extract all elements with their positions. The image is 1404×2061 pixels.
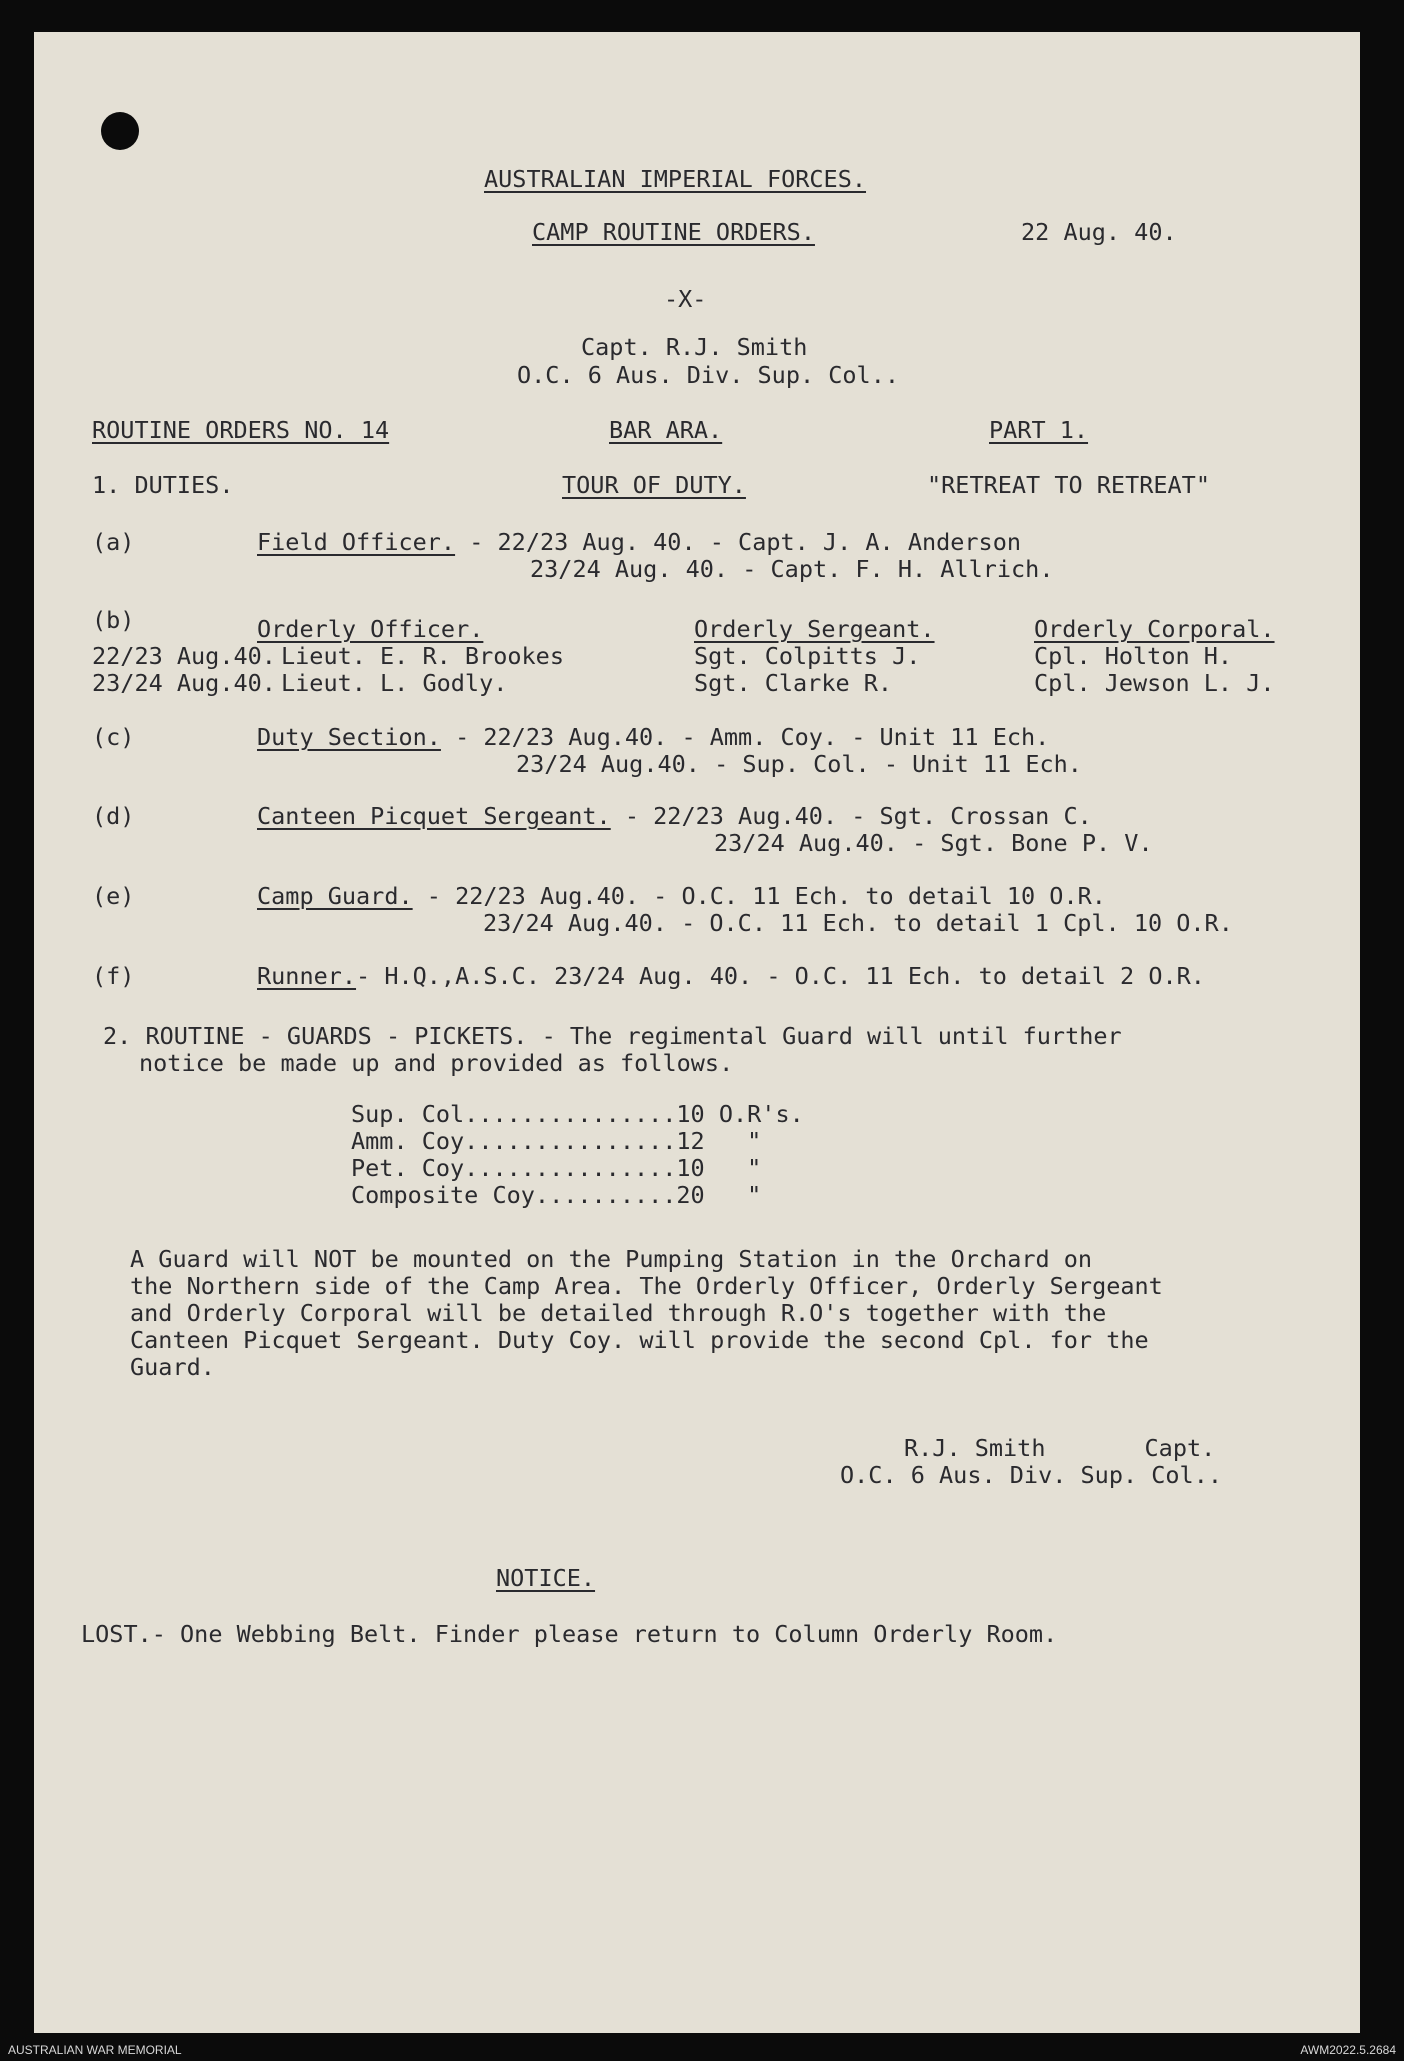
item-e-line-2: 23/24 Aug.40. - O.C. 11 Ech. to detail 1 Cpl. 10 O.R. <box>483 909 1233 937</box>
orderly-row-officer: Lieut. L. Godly. <box>281 669 508 697</box>
item-c-line-2: 23/24 Aug.40. - Sup. Col. - Unit 11 Ech. <box>516 750 1082 778</box>
orderly-row-officer: Lieut. E. R. Brookes <box>281 642 564 670</box>
item-e-title: Camp Guard. <box>257 882 413 910</box>
document-date: 22 Aug. 40. <box>1021 218 1177 246</box>
punch-hole <box>101 112 139 150</box>
item-e-label: (e) <box>92 882 135 910</box>
section-2-line-2: notice be made up and provided as follows. <box>139 1049 734 1077</box>
document-title: CAMP ROUTINE ORDERS. <box>532 218 815 246</box>
orderly-corporal-header: Orderly Corporal. <box>1034 615 1275 643</box>
item-a-line-1 <box>257 528 1021 556</box>
item-a-label: (a) <box>92 528 135 556</box>
orderly-officer-header: Orderly Officer. <box>257 615 484 643</box>
orderly-row-sergeant: Sgt. Colpitts J. <box>694 642 921 670</box>
orderly-row-corporal: Cpl. Jewson L. J. <box>1034 669 1275 697</box>
guard-paragraph-line: and Orderly Corporal will be detailed through R.O's together with the <box>130 1299 1107 1327</box>
item-d-line-1 <box>257 802 1092 830</box>
guard-table-row: Amm. Coy...............12 " <box>351 1127 762 1155</box>
item-d-detail: - 22/23 Aug.40. - Sgt. Crossan C. <box>610 802 1092 830</box>
guard-paragraph-line: the Northern side of the Camp Area. The Orderly Officer, Orderly Sergeant <box>130 1272 1163 1300</box>
tour-of-duty-heading: TOUR OF DUTY. <box>562 471 746 499</box>
guard-paragraph-line: Guard. <box>130 1353 215 1381</box>
item-c-detail: - 22/23 Aug.40. - Amm. Coy. - Unit 11 Ech. <box>440 723 1050 751</box>
item-d-title: Canteen Picquet Sergeant. <box>257 802 611 830</box>
duty-period: "RETREAT TO RETREAT" <box>927 471 1210 499</box>
item-a-line-2: 23/24 Aug. 40. - Capt. F. H. Allrich. <box>530 555 1054 583</box>
item-d-label: (d) <box>92 802 135 830</box>
item-c-line-1 <box>257 723 1049 751</box>
item-f-detail: - H.Q.,A.S.C. 23/24 Aug. 40. - O.C. 11 Ech. to detail 2 O.R. <box>356 962 1205 990</box>
signature-name: R.J. Smith Capt. <box>904 1434 1216 1462</box>
duties-heading: 1. DUTIES. <box>92 471 234 499</box>
notice-text: LOST.- One Webbing Belt. Finder please return to Column Orderly Room. <box>81 1620 1058 1648</box>
document-page <box>34 32 1360 2033</box>
issuer-name: Capt. R.J. Smith <box>581 333 808 361</box>
section-2-line-1: 2. ROUTINE - GUARDS - PICKETS. - The regimental Guard will until further <box>103 1022 1122 1050</box>
by-marker: -X- <box>664 285 707 313</box>
guard-table-row: Pet. Coy...............10 " <box>351 1154 762 1182</box>
guard-table-row: Composite Coy..........20 " <box>351 1181 762 1209</box>
order-location: BAR ARA. <box>609 416 723 444</box>
archive-reference: AWM2022.5.2684 <box>1300 2043 1396 2057</box>
item-c-title: Duty Section. <box>257 723 441 751</box>
orderly-row-sergeant: Sgt. Clarke R. <box>694 669 893 697</box>
routine-order-number: ROUTINE ORDERS NO. 14 <box>92 416 390 444</box>
orderly-row-date: 22/23 Aug.40. <box>92 642 276 670</box>
guard-paragraph-line: A Guard will NOT be mounted on the Pumping Station in the Orchard on <box>130 1245 1093 1273</box>
archive-credit: AUSTRALIAN WAR MEMORIAL <box>8 2043 182 2057</box>
orderly-sergeant-header: Orderly Sergeant. <box>694 615 935 643</box>
item-e-detail: - 22/23 Aug.40. - O.C. 11 Ech. to detail 10 O.R. <box>412 882 1106 910</box>
orderly-row-corporal: Cpl. Holton H. <box>1034 642 1233 670</box>
item-f-title: Runner. <box>257 962 357 990</box>
orderly-row-date: 23/24 Aug.40. <box>92 669 276 697</box>
item-f-label: (f) <box>92 962 135 990</box>
order-part: PART 1. <box>989 416 1089 444</box>
item-a-detail: - 22/23 Aug. 40. - Capt. J. A. Anderson <box>455 528 1022 556</box>
item-d-line-2: 23/24 Aug.40. - Sgt. Bone P. V. <box>714 829 1153 857</box>
item-b-label: (b) <box>92 606 135 634</box>
issuer-unit: O.C. 6 Aus. Div. Sup. Col.. <box>517 361 900 389</box>
item-a-title: Field Officer. <box>257 528 456 556</box>
signature-unit: O.C. 6 Aus. Div. Sup. Col.. <box>840 1461 1223 1489</box>
guard-paragraph-line: Canteen Picquet Sergeant. Duty Coy. will provide the second Cpl. for the <box>130 1326 1149 1354</box>
organisation-heading: AUSTRALIAN IMPERIAL FORCES. <box>484 165 867 193</box>
item-c-label: (c) <box>92 723 135 751</box>
guard-table-row: Sup. Col...............10 O.R's. <box>351 1100 804 1128</box>
notice-heading: NOTICE. <box>496 1564 596 1592</box>
item-e-line-1 <box>257 882 1106 910</box>
item-f-line-1 <box>257 962 1205 990</box>
